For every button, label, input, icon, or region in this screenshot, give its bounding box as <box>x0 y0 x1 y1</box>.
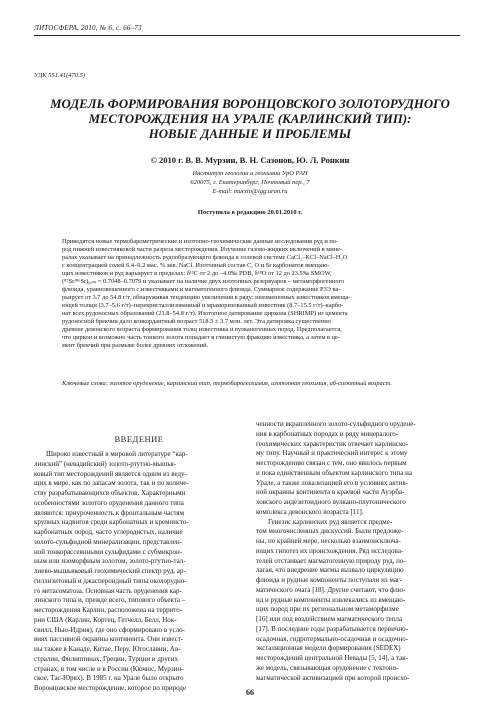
body-text-line: стралии, Филиппинах, Греции, Турции и других <box>34 654 178 663</box>
body-text-line: гиллизитовый и джаспероидный типы околорудно- <box>34 576 187 585</box>
body-text-line: месторождения Карлин, расположена на террито- <box>34 606 183 614</box>
affiliation-address: 620075, г. Екатеринбург, Почтовый пер., 7 <box>190 179 310 186</box>
body-text-line: том многочисленных дискуссий. Были предложе- <box>256 527 404 536</box>
body-text-line: ству разрабатывающихся объектов. Характерными <box>34 489 186 497</box>
body-text-line: ющих гипотез их происхождения. Ряд исследова- <box>256 546 404 555</box>
body-text-line: геохимических характеристик отвечает карлинско- <box>256 439 408 448</box>
body-text-line: му типу. Научный и практический интерес к этому <box>256 449 408 458</box>
body-text-line: щих в мире, как по запасам золота, так и по количе- <box>34 479 189 488</box>
body-text-line: являются: приуроченность к фронтальным частям <box>34 508 185 517</box>
journal-header: ЛИТОСФЕРА, 2010, № 6, с. 66–73 <box>34 24 142 32</box>
right-column <box>256 420 466 683</box>
abstract-line: (⁸⁷Sr/⁸⁶Sr)₀ₐₘ = 0.7048–0.7079 и указывает на наличие двух изотопных резервуаров – метаморфогенного <box>62 278 345 285</box>
abstract-line: мент брекчий при размыве более древних отложений. <box>62 342 209 349</box>
abstract-line: ралах указывает на принадлежность рудообразующего флюида к солевой системе CaCl₂–KCl–NaCl–H₂O <box>62 254 348 261</box>
abstract-line: древнее девонского возраста формирования толщ известняка и вулканогенных пород. Предполагается, <box>62 326 342 333</box>
abstract-line: нат всех рудоносных образований (21.8–54.8 г/т). Изотопное датирование циркона (SHRIMP) из цемента <box>62 310 348 317</box>
title-line-2: МЕСТОРОЖДЕНИЯ НА УРАЛЕ (КАРЛИНСКИЙ ТИП): <box>88 112 412 126</box>
received-date: Поступила в редакцию 20.01.2010 г. <box>197 209 303 216</box>
body-text-line: лиево-мышьяковый геохимический спектр руд, ар- <box>34 567 186 575</box>
body-text-line: ния в карбонатных породах и ряду минералого- <box>256 429 399 438</box>
body-text-line: [16] или под воздействием магматического тепла <box>256 615 403 623</box>
body-text-line: ной тонкорассеянными сульфидами с субмикрон- <box>34 547 183 556</box>
abstract-line: что циркон и возможно часть тонкого золота попадает в глинистую фракцию известняка, а затем в це- <box>62 334 341 341</box>
affiliation-institute: Институт геологии и геохимии УрО РАН <box>192 170 308 177</box>
body-text-line: ным или изоморфным золотом, золото-ртутно-тал- <box>34 557 186 566</box>
body-text-line: ной окраины континента в краевой части Ауэрба- <box>256 488 405 497</box>
body-text-line: ны, по крайней мере, несколько взаимоисключа- <box>256 537 401 545</box>
body-text-line: линский” (невадийский) золото-ртутно-мышья- <box>34 459 177 468</box>
title-line-1: МОДЕЛЬ ФОРМИРОВАНИЯ ВОРОНЦОВСКОГО ЗОЛОТОРУДНОГО <box>50 97 450 111</box>
body-text-line: крупных надвигов среди карбонатных и кремнисто- <box>34 518 189 527</box>
body-text-line: Урале, а также локализацией его в условиях актив- <box>256 478 408 487</box>
affiliation-email: E-mail: murzin@igg.uran.ru <box>212 188 288 195</box>
body-text-line: Широко известный в мировой литературе “кар- <box>46 450 188 458</box>
body-text-line: виях пассивной окраины континента. Они извест- <box>34 635 184 644</box>
body-text-line: ченности вкрапленного золото-сульфидного орудене- <box>256 420 416 428</box>
body-text-line: же модель, связывающая оруденение с тектоно- <box>256 663 399 672</box>
body-text-line: ское, Тас-Юрях). В 1985 г. на Урале было открыто <box>34 674 184 683</box>
body-text-line: лагая, что внедрение магмы вызвало циркуляцию <box>256 566 404 575</box>
body-text-line: карбонатных пород, часто углеродистых, наличие <box>34 528 183 536</box>
body-text-line: [17]. В последние годы разрабатывается первично- <box>256 624 408 633</box>
body-text-line: золото-сульфидной минерализации, представлен- <box>34 537 182 546</box>
body-text-line: осадочная, гидротермально-осадочная и осадочно- <box>256 634 409 643</box>
body-text-line: флюида и рудные компоненты поступали из маг- <box>256 576 403 584</box>
abstract-line: щих известняков и руд варьирует в пределах: δ¹³C от 2 до –4.0‰ PDB, δ¹⁸O от 12 до 23.5‰ SMOW, <box>62 270 332 277</box>
body-text-line: щих пород при их региональном метаморфизме <box>256 605 399 614</box>
body-text-line: ковый тип месторождений является одним из веду- <box>34 469 187 478</box>
section-title: ВВЕДЕНИЕ <box>114 434 164 444</box>
body-text-line: особенностями золотого оруденения данного типа <box>34 498 184 507</box>
body-text-line: Генезис карлинских руд является предме- <box>268 517 393 526</box>
body-text-line: странах, в том числе и в России (Кючюс, Мурзин- <box>34 664 184 673</box>
body-text-line: ны также в Канаде, Китае, Перу, Югославии, Ав- <box>34 645 181 653</box>
body-text-line: эксгаляционная модели формирования (SEDEX) <box>256 644 401 653</box>
body-text-line: ид и рудные компоненты извлекались из вмещаю- <box>256 595 406 604</box>
body-text-line: ховского андезитоидного вулкано-плутонического <box>256 498 406 506</box>
abstract-line: ющей толщи (3.7–5.6 г/т)–перекристаллизованный и мраморизованный известняк (8.7–15.5 г/т)–карбо- <box>62 302 344 309</box>
page-number: 66 <box>246 688 254 697</box>
udk-code: УДК 551.41(470.5) <box>34 72 86 79</box>
body-text-line: го метасоматоза. Основная часть оруденения кар- <box>34 586 182 595</box>
body-text-line: и пока единственным объектом карлинского типа на <box>256 468 412 477</box>
keywords: Ключевые слова: золотое оруденение, карлинский тип, термобарогеохимия, изотопная геохимия, аб-солютный возраст. <box>62 380 392 387</box>
header-rule <box>34 35 460 36</box>
body-text-line: Воронцовское месторождение, которое по природе <box>34 684 187 692</box>
body-text-line: рии США (Карлин, Кортец, Гетчелл, Белл, Нок- <box>34 615 177 624</box>
abstract-line: род нижней известняковой части разреза месторождения. Изучение газово-жидких включений в мине- <box>62 246 343 253</box>
body-text-line: магматической активизацией при которой происхо- <box>256 673 410 682</box>
left-column <box>34 450 244 694</box>
body-text-line: месторождению связан с тем, оно явилось первым <box>256 459 407 467</box>
body-text-line: линского типа и, прежде всего, типового объекта – <box>34 596 186 605</box>
body-text-line: свилл, Нью-Идрия), где оно сформировано в усло- <box>34 625 185 634</box>
authors: © 2010 г. В. В. Мурзин, В. Н. Сазонов, Ю. Л. Ронкин <box>150 155 350 165</box>
body-text-line: месторождений центральной Невады [5, 14], а так- <box>256 654 408 662</box>
body-text-line: телей отстаивает магматогенную природу руд, по- <box>256 556 406 565</box>
title-line-3: НОВЫЕ ДАННЫЕ И ПРОБЛЕМЫ <box>148 127 352 141</box>
abstract-line: Приводятся новые термобарометрические и изотопно-геохимические данные исследования руд и по- <box>62 238 339 245</box>
abstract-line: с концентрацией солей 6.4–9.2 мас. % экв. NaCl. Изотопный состав C, O и Sr карбонатов вмещаю- <box>62 262 330 269</box>
abstract-line: рудоносной брекчии дало конкордантный возраст 518.5 ± 3.7 млн. лет. Эта датировка существенно <box>62 318 331 325</box>
abstract-line: рьирует от 3.7 до 54.8 г/т, обнаруживая тенденцию увеличения в ряду: неизмененных известняков вмеща- <box>62 294 351 301</box>
abstract-line: флюида, уравновешенного с известняками и магматогенного флюида. Суммарное содержание РЗЭ ва- <box>62 286 341 293</box>
body-text-line: матического очага [18]. Другие считают, что флю- <box>256 585 406 594</box>
body-text-line: комплекса девонского возраста [11]. <box>256 507 364 516</box>
